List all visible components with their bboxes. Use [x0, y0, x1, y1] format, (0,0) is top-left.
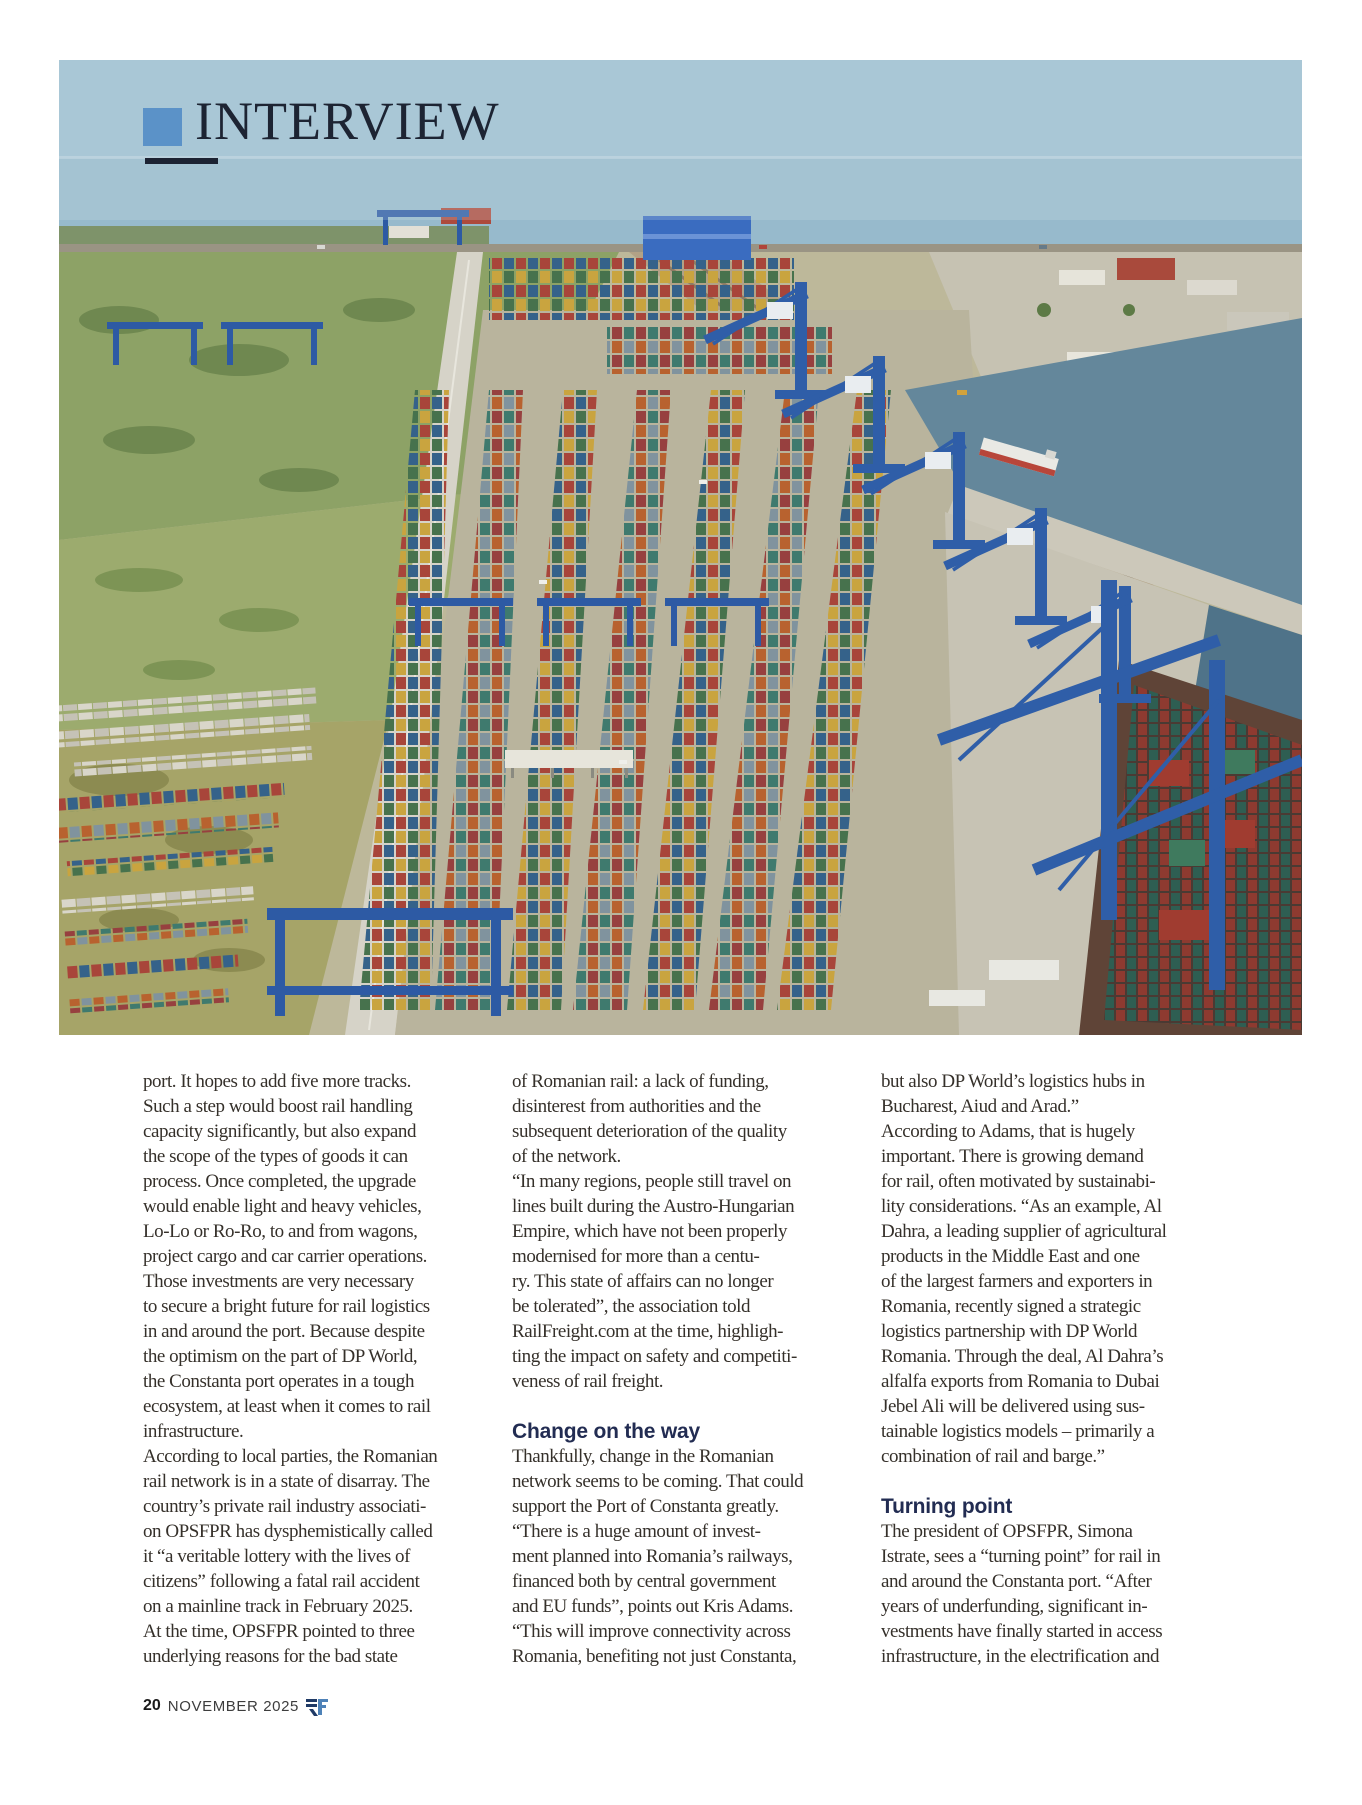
article-line: citizens” following a fatal rail accident — [143, 1571, 420, 1592]
article-line: disinterest from authorities and the — [512, 1096, 761, 1117]
article-line: to secure a bright future for rail logistics — [143, 1296, 430, 1317]
page-footer — [143, 1695, 329, 1717]
article-line: on a mainline track in February 2025. — [143, 1596, 413, 1617]
article-line: Such a step would boost rail handling — [143, 1096, 413, 1117]
article-line: ry. This state of affairs can no longer — [512, 1271, 774, 1292]
article-columns — [143, 1069, 1208, 1669]
article-line: on OPSFPR has dysphemistically called — [143, 1521, 433, 1542]
article-line: Thankfully, change in the Romanian — [512, 1446, 774, 1467]
article-line: tainable logistics models – primarily a — [881, 1421, 1155, 1442]
article-line: years of underfunding, significant in- — [881, 1596, 1148, 1617]
article-line: and EU funds”, points out Kris Adams. — [512, 1596, 793, 1617]
article-line: Empire, which have not been properly — [512, 1221, 788, 1242]
article-line: project cargo and car carrier operations. — [143, 1246, 427, 1267]
article-line: products in the Middle East and one — [881, 1246, 1140, 1267]
article-line: infrastructure, in the electrification and — [881, 1646, 1160, 1667]
article-line: logistics partnership with DP World — [881, 1321, 1138, 1342]
article-line: Romania, benefiting not just Constanta, — [512, 1646, 797, 1667]
article-line: of Romanian rail: a lack of funding, — [512, 1071, 769, 1092]
article-line: lines built during the Austro-Hungarian — [512, 1196, 795, 1217]
article-line: modernised for more than a centu- — [512, 1246, 760, 1267]
paragraph-spacer — [881, 1469, 1208, 1494]
article-line: Lo-Lo or Ro-Ro, to and from wagons, — [143, 1221, 418, 1242]
article-column-3 — [881, 1069, 1208, 1669]
subheading: Change on the way — [512, 1420, 700, 1443]
article-line: combination of rail and barge.” — [881, 1446, 1105, 1467]
article-line: and around the Constanta port. “After — [881, 1571, 1152, 1592]
article-line: vestments have finally started in access — [881, 1621, 1163, 1642]
section-title: INTERVIEW — [195, 91, 500, 151]
article-line: subsequent deterioration of the quality — [512, 1121, 787, 1142]
article-line: process. Once completed, the upgrade — [143, 1171, 416, 1192]
section-marker-square — [143, 108, 182, 146]
paragraph-spacer — [512, 1394, 839, 1419]
article-line: Romania. Through the deal, Al Dahra’s — [881, 1346, 1164, 1367]
article-line: port. It hopes to add five more tracks. — [143, 1071, 411, 1092]
article-column-2 — [512, 1069, 839, 1669]
railfreight-logo-icon — [306, 1697, 329, 1716]
article-line: Those investments are very necessary — [143, 1271, 414, 1292]
article-line: financed both by central government — [512, 1571, 776, 1592]
article-line: “There is a huge amount of invest- — [512, 1521, 761, 1542]
article-line: support the Port of Constanta greatly. — [512, 1496, 779, 1517]
article-line: it “a veritable lottery with the lives of — [143, 1546, 410, 1567]
article-line: RailFreight.com at the time, highligh- — [512, 1321, 784, 1342]
article-line: infrastructure. — [143, 1421, 244, 1442]
article-line: Jebel Ali will be delivered using sus- — [881, 1396, 1145, 1417]
article-line: the scope of the types of goods it can — [143, 1146, 408, 1167]
article-line: According to Adams, that is hugely — [881, 1121, 1135, 1142]
port-aerial-photo — [59, 60, 1302, 1035]
article-line: “This will improve connectivity across — [512, 1621, 791, 1642]
article-line: underlying reasons for the bad state — [143, 1646, 398, 1667]
article-line: capacity significantly, but also expand — [143, 1121, 416, 1142]
article-line: important. There is growing demand — [881, 1146, 1144, 1167]
article-line: At the time, OPSFPR pointed to three — [143, 1621, 415, 1642]
article-line: “In many regions, people still travel on — [512, 1171, 792, 1192]
article-line: rail network is in a state of disarray. The — [143, 1471, 430, 1492]
article-line: Dahra, a leading supplier of agricultural — [881, 1221, 1167, 1242]
article-line: in and around the port. Because despite — [143, 1321, 425, 1342]
article-line: be tolerated”, the association told — [512, 1296, 751, 1317]
article-line: country’s private rail industry associati- — [143, 1496, 426, 1517]
article-line: veness of rail freight. — [512, 1371, 664, 1392]
article-line: Romania, recently signed a strategic — [881, 1296, 1141, 1317]
article-column-1 — [143, 1069, 470, 1669]
article-line: the Constanta port operates in a tough — [143, 1371, 414, 1392]
article-line: ting the impact on safety and competiti- — [512, 1346, 797, 1367]
subheading: Turning point — [881, 1495, 1013, 1518]
article-line: Bucharest, Aiud and Arad.” — [881, 1096, 1079, 1117]
article-line: alfalfa exports from Romania to Dubai — [881, 1371, 1160, 1392]
article-line: The president of OPSFPR, Simona — [881, 1521, 1133, 1542]
article-line: ment planned into Romania’s railways, — [512, 1546, 793, 1567]
article-line: of the network. — [512, 1146, 621, 1167]
article-line: lity considerations. “As an example, Al — [881, 1196, 1162, 1217]
article-line: According to local parties, the Romanian — [143, 1446, 438, 1467]
article-line: would enable light and heavy vehicles, — [143, 1196, 422, 1217]
article-line: Istrate, sees a “turning point” for rail in — [881, 1546, 1161, 1567]
article-line: but also DP World’s logistics hubs in — [881, 1071, 1145, 1092]
article-line: of the largest farmers and exporters in — [881, 1271, 1153, 1292]
article-line: ecosystem, at least when it comes to rail — [143, 1396, 431, 1417]
article-line: the optimism on the part of DP World, — [143, 1346, 418, 1367]
issue-date: NOVEMBER 2025 — [167, 1697, 299, 1715]
article-line: for rail, often motivated by sustainabi- — [881, 1171, 1156, 1192]
section-title-underline — [145, 158, 218, 164]
page-number: 20 — [143, 1697, 161, 1714]
article-line: network seems to be coming. That could — [512, 1471, 804, 1492]
